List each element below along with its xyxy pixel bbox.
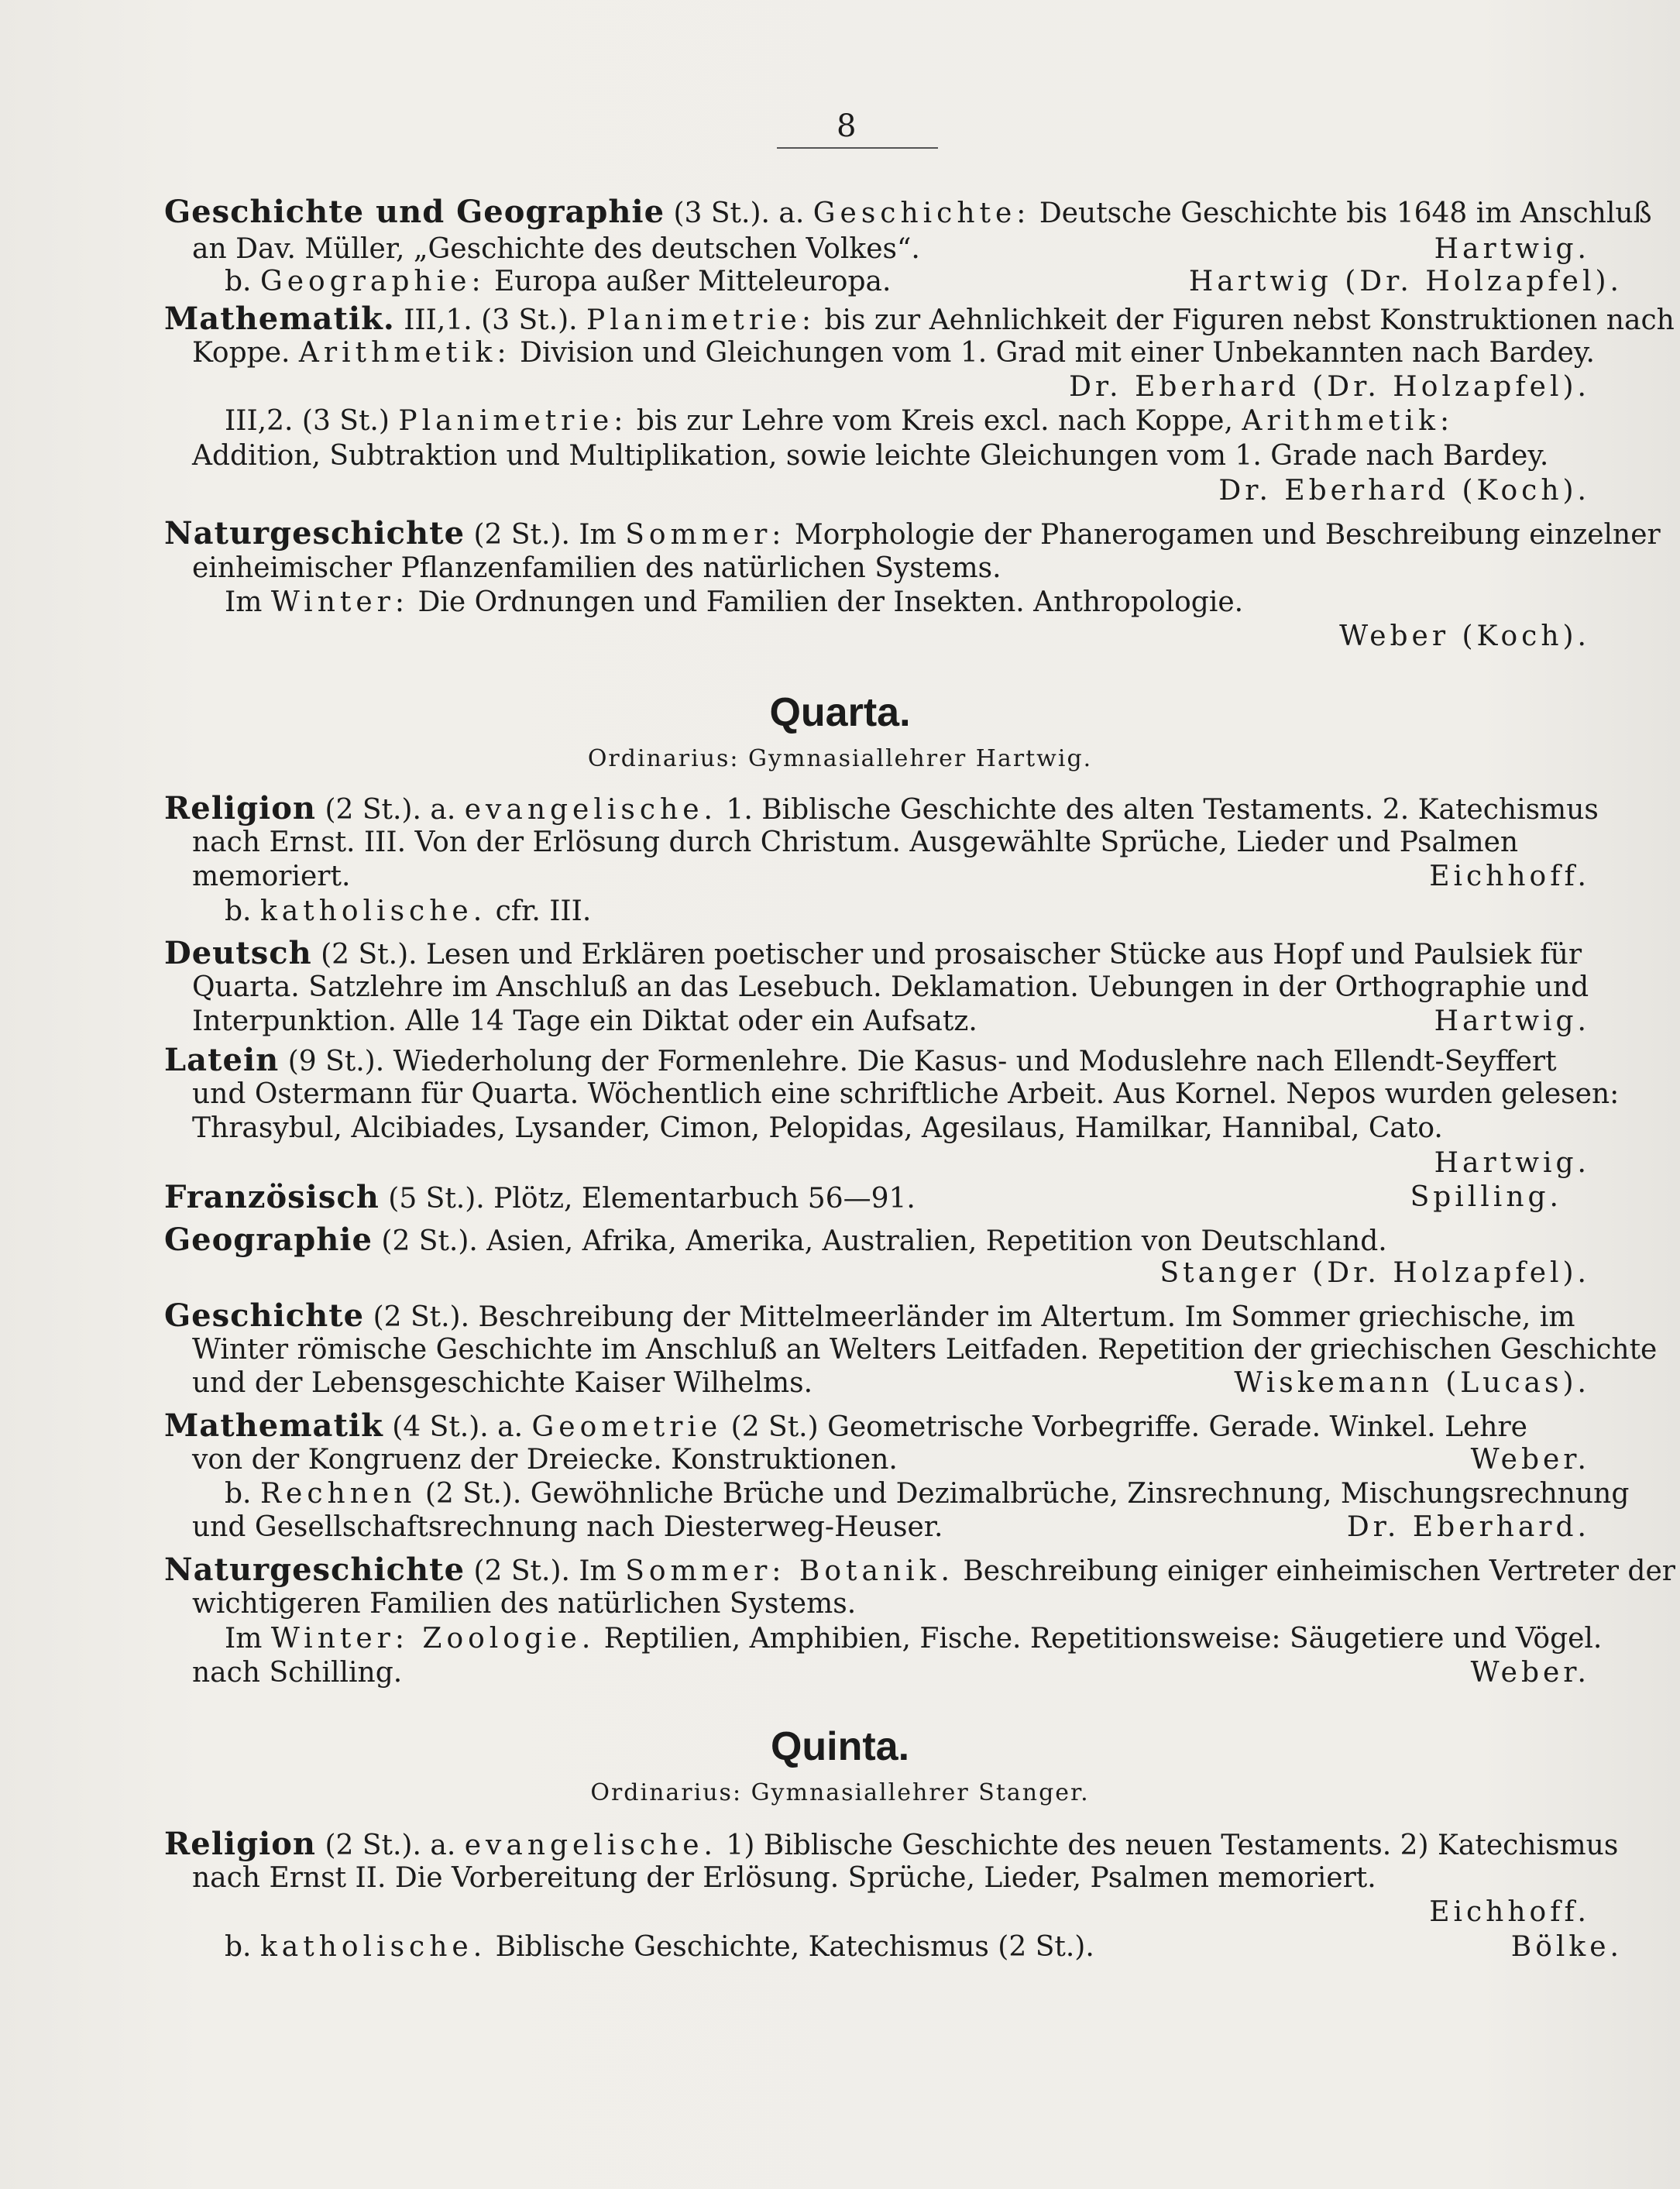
- teacher-name: Spilling.: [1410, 1181, 1562, 1213]
- text-line: [164, 1552, 1675, 1589]
- section-title-quinta: Quinta.: [770, 1724, 910, 1769]
- text-segment: bis zur Lehre vom Kreis excl. nach Koppe,: [627, 405, 1242, 437]
- text-segment: evangelische.: [464, 1830, 717, 1861]
- text-line: [192, 1365, 1590, 1402]
- text-segment: cfr. III.: [486, 895, 592, 927]
- text-line: [192, 1003, 1590, 1040]
- teacher-name: Dr. Eberhard (Koch).: [1218, 475, 1590, 507]
- text-segment: III,1. (3 St.).: [394, 304, 587, 336]
- text-segment: an Dav. Müller, „Geschichte des deutschen Volkes“.: [192, 233, 920, 265]
- text-segment: (2 St.). Im: [465, 1555, 626, 1587]
- text-line: [164, 515, 1661, 552]
- text-segment: bis zur Aehnlichkeit der Figuren nebst Konstruktionen nach: [815, 304, 1675, 336]
- text-line: [192, 438, 1590, 475]
- text-line: [192, 858, 1590, 895]
- teacher-name: Dr. Eberhard (Dr. Holzapfel).: [1069, 371, 1590, 403]
- text-segment: (4 St.). a.: [383, 1411, 532, 1443]
- subject-heading: Religion: [164, 790, 317, 826]
- text-line: [192, 824, 1590, 861]
- text-line: [192, 1110, 1590, 1147]
- text-segment: Winter: Zoologie.: [270, 1623, 596, 1655]
- text-segment: (2 St.). Asien, Afrika, Amerika, Australien, Repetition von Deutschland.: [372, 1225, 1387, 1257]
- text-segment: nach Ernst. III. Von der Erlösung durch Christum. Ausgewählte Sprüche, Lieder und Psalmen: [192, 826, 1519, 858]
- text-segment: und Gesellschaftsrechnung nach Diesterweg-Heuser.: [192, 1511, 943, 1543]
- subject-heading: Naturgeschichte: [164, 1552, 466, 1588]
- subject-heading: Mathematik: [164, 1407, 383, 1444]
- text-line: [164, 1826, 1619, 1863]
- text-segment: (3 St.). a.: [665, 198, 813, 229]
- text-segment: Division und Gleichungen vom 1. Grad mit einer Unbekannten nach Bardey.: [510, 337, 1595, 369]
- text-segment: (5 St.). Plötz, Elementarbuch 56—91.: [379, 1183, 916, 1215]
- text-line: [225, 1620, 1623, 1658]
- text-segment: Morphologie der Phanerogamen und Beschreibung einzelner: [785, 519, 1661, 551]
- text-segment: (2 St.). Gewöhnliche Brüche und Dezimalbrüche, Zinsrechnung, Mischungsrechnung: [416, 1478, 1630, 1510]
- text-segment: b.: [225, 1931, 260, 1963]
- text-line: [225, 1476, 1630, 1513]
- text-segment: Quarta. Satzlehre im Anschluß an das Lesebuch. Deklamation. Uebungen in der Orthographie und: [192, 971, 1589, 1003]
- text-line: [164, 301, 1675, 338]
- teacher-name: Weber.: [1470, 1657, 1590, 1689]
- text-line: [192, 1509, 1590, 1546]
- text-segment: Europa außer Mitteleuropa.: [485, 266, 892, 297]
- teacher-name: Hartwig.: [1434, 233, 1590, 265]
- text-segment: Geometrie: [531, 1411, 723, 1443]
- text-line: [225, 403, 1623, 440]
- text-segment: (2 St.). a.: [316, 1830, 465, 1861]
- text-segment: Im: [225, 1623, 271, 1655]
- text-line: [225, 263, 1623, 301]
- text-line: [164, 1297, 1575, 1335]
- text-segment: Geschichte:: [813, 198, 1031, 229]
- text-segment: (2 St.). a.: [316, 794, 465, 826]
- text-segment: Interpunktion. Alle 14 Tage ein Diktat oder ein Aufsatz.: [192, 1005, 977, 1037]
- text-segment: nach Ernst II. Die Vorbereitung der Erlösung. Sprüche, Lieder, Psalmen memoriert.: [192, 1862, 1376, 1894]
- text-line: [192, 1332, 1658, 1369]
- text-segment: (2 St.). Lesen und Erklären poetischer und prosaischer Stücke aus Hopf und Paulsiek für: [311, 939, 1582, 971]
- text-line: [164, 1222, 1562, 1259]
- subject-heading: Religion: [164, 1826, 317, 1862]
- text-line: [192, 1894, 1590, 1931]
- text-line: [164, 1179, 1562, 1216]
- text-segment: einheimischer Pflanzenfamilien des natürlichen Systems.: [192, 552, 1001, 584]
- subject-heading: Mathematik.: [164, 301, 395, 337]
- text-line: [164, 790, 1599, 827]
- teacher-name: Dr. Eberhard.: [1346, 1511, 1590, 1543]
- teacher-name: Hartwig (Dr. Holzapfel).: [1188, 266, 1623, 297]
- text-segment: memoriert.: [192, 861, 351, 892]
- text-segment: Biblische Geschichte, Katechismus (2 St.).: [486, 1931, 1094, 1963]
- text-line: [192, 1255, 1590, 1292]
- text-line: [225, 1929, 1623, 1966]
- text-segment: b.: [225, 266, 260, 297]
- text-line: [164, 194, 1652, 231]
- subject-heading: Geschichte und Geographie: [164, 194, 665, 230]
- text-segment: (2 St.). Beschreibung der Mittelmeerländer im Altertum. Im Sommer griechische, im: [364, 1301, 1575, 1333]
- text-segment: Addition, Subtraktion und Multiplikation, sowie leichte Gleichungen vom 1. Grade nach Bardey.: [192, 440, 1549, 472]
- text-segment: Die Ordnungen und Familien der Insekten. Anthropologie.: [409, 586, 1244, 618]
- text-line: [192, 1655, 1590, 1692]
- text-segment: Deutsche Geschichte bis 1648 im Anschluß: [1030, 198, 1652, 229]
- text-line: [192, 231, 1590, 268]
- text-segment: 1. Biblische Geschichte des alten Testaments. 2. Katechismus: [716, 794, 1599, 826]
- section-title-quarta: Quarta.: [769, 690, 911, 735]
- text-segment: Winter:: [270, 586, 409, 618]
- text-line: [192, 1076, 1620, 1113]
- text-segment: Planimetrie:: [398, 405, 628, 437]
- text-line: [192, 969, 1590, 1006]
- text-segment: Geographie:: [259, 266, 486, 297]
- text-segment: (9 St.). Wiederholung der Formenlehre. Die Kasus- und Moduslehre nach Ellendt-Seyffert: [279, 1046, 1557, 1077]
- teacher-name: Weber (Koch).: [1339, 620, 1590, 652]
- text-segment: Reptilien, Amphibien, Fische. Repetitionsweise: Säugetiere und Vögel.: [595, 1623, 1603, 1655]
- text-segment: von der Kongruenz der Dreiecke. Konstruktionen.: [192, 1444, 898, 1476]
- text-line: [225, 584, 1623, 621]
- ordinarius-quarta: Ordinarius: Gymnasiallehrer Hartwig.: [587, 745, 1093, 772]
- subject-heading: Französisch: [164, 1179, 380, 1215]
- text-segment: b.: [225, 895, 260, 927]
- subject-heading: Naturgeschichte: [164, 515, 466, 552]
- text-line: [192, 335, 1595, 372]
- text-line: [225, 893, 1623, 930]
- text-line: [192, 473, 1590, 510]
- text-segment: Planimetrie:: [586, 304, 816, 336]
- text-segment: Arithmetik:: [1242, 405, 1455, 437]
- subject-heading: Geographie: [164, 1222, 373, 1258]
- text-segment: Im: [225, 586, 271, 618]
- text-line: [164, 935, 1582, 972]
- subject-heading: Geschichte: [164, 1297, 365, 1334]
- ordinarius-quinta: Ordinarius: Gymnasiallehrer Stanger.: [590, 1779, 1090, 1806]
- text-segment: katholische.: [259, 895, 487, 927]
- text-segment: Winter römische Geschichte im Anschluß an Welters Leitfaden. Repetition der griechischen Geschichte: [192, 1334, 1658, 1366]
- text-line: [164, 1407, 1562, 1445]
- page-number: 8: [837, 108, 857, 144]
- text-segment: und der Lebensgeschichte Kaiser Wilhelms.: [192, 1367, 813, 1399]
- text-segment: b.: [225, 1478, 260, 1510]
- teacher-name: Stanger (Dr. Holzapfel).: [1160, 1257, 1590, 1289]
- text-line: [192, 1586, 1590, 1623]
- text-segment: Beschreibung einiger einheimischen Vertreter der: [953, 1555, 1675, 1587]
- text-line: [192, 1860, 1590, 1897]
- text-segment: (2 St.) Geometrische Vorbegriffe. Gerade. Winkel. Lehre: [722, 1411, 1527, 1443]
- text-segment: Koppe.: [192, 337, 299, 369]
- teacher-name: Bölke.: [1510, 1931, 1623, 1963]
- text-segment: III,2. (3 St.): [225, 405, 399, 437]
- text-segment: katholische.: [259, 1931, 487, 1963]
- text-line: [192, 1442, 1590, 1479]
- text-line: [192, 618, 1590, 655]
- text-segment: (2 St.). Im: [465, 519, 626, 551]
- text-segment: Sommer:: [625, 519, 786, 551]
- teacher-name: Weber.: [1470, 1444, 1590, 1476]
- text-segment: und Ostermann für Quarta. Wöchentlich eine schriftliche Arbeit. Aus Kornel. Nepos wurden gelesen:: [192, 1078, 1620, 1110]
- text-segment: Thrasybul, Alcibiades, Lysander, Cimon, Pelopidas, Agesilaus, Hamilkar, Hannibal, Cato.: [192, 1112, 1443, 1144]
- subject-heading: Deutsch: [164, 935, 312, 971]
- teacher-name: Hartwig.: [1434, 1147, 1590, 1179]
- text-line: [192, 369, 1590, 406]
- header-rule: [777, 147, 938, 149]
- teacher-name: Hartwig.: [1434, 1005, 1590, 1037]
- text-segment: evangelische.: [464, 794, 717, 826]
- text-segment: wichtigeren Familien des natürlichen Systems.: [192, 1588, 857, 1620]
- teacher-name: Wiskemann (Lucas).: [1234, 1367, 1590, 1399]
- text-line: [192, 550, 1590, 587]
- subject-heading: Latein: [164, 1042, 280, 1078]
- text-line: [164, 1042, 1562, 1079]
- text-segment: nach Schilling.: [192, 1657, 403, 1689]
- text-line: [192, 1145, 1590, 1182]
- teacher-name: Eichhoff.: [1429, 1896, 1590, 1928]
- text-segment: Arithmetik:: [298, 337, 511, 369]
- teacher-name: Eichhoff.: [1429, 861, 1590, 892]
- text-segment: Sommer: Botanik.: [625, 1555, 954, 1587]
- text-segment: Rechnen: [259, 1478, 417, 1510]
- text-segment: 1) Biblische Geschichte des neuen Testaments. 2) Katechismus: [716, 1830, 1619, 1861]
